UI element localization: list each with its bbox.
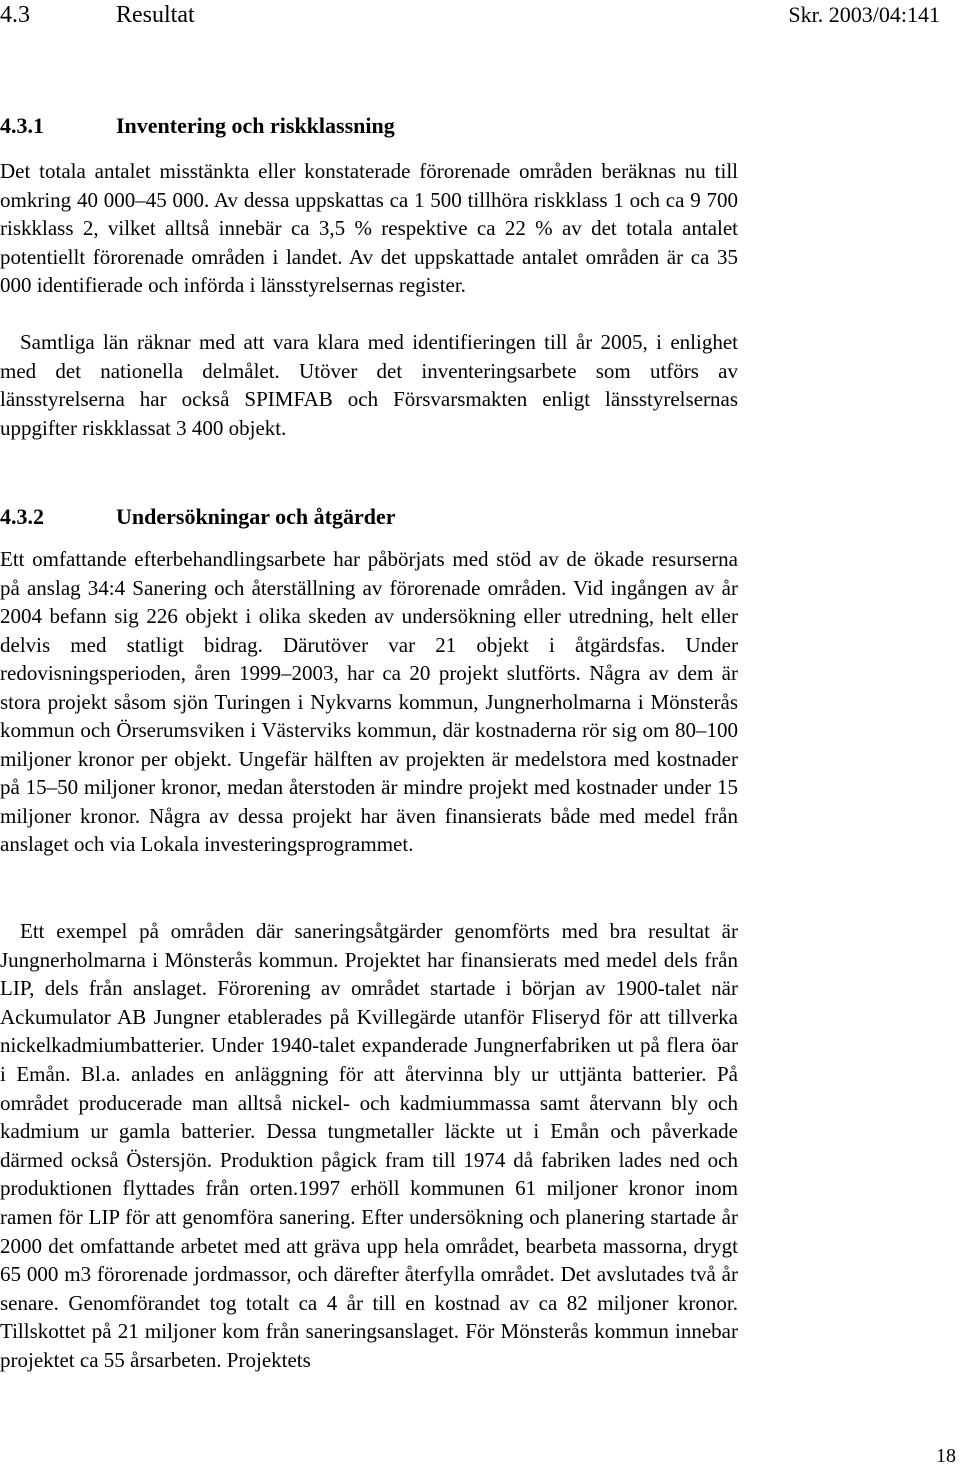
header-section-number: 4.3 — [0, 2, 30, 28]
running-header — [0, 0, 940, 32]
section-number: 4.3.1 — [0, 113, 44, 138]
body-paragraph: Det totala antalet misstänkta eller konstaterade förorenade områden beräknas nu till omkring 40 000–45 000. Av dessa uppskattas ca 1 500 tillhöra riskklass 1 och ca 9 700 riskklass 2, vilket alltså innebär ca 3,5 % respektive ca 22 % av det totala antalet potentiellt förorenade områden i landet. Av det uppskattade antalet områden är ca 35 000 identifierade och införda i länsstyrelsernas register. — [0, 159, 738, 297]
body-paragraph: Ett omfattande efterbehandlingsarbete har påbörjats med stöd av de ökade resurserna på anslag 34:4 Sanering och återställning av förorenade områden. Vid ingången av år 2004 befann sig 226 objekt i olika skeden av undersökning eller utredning, helt eller delvis med statligt bidrag. Därutöver var 21 objekt i åtgärdsfas. Under redovisningsperioden, åren 1999–2003, har ca 20 projekt slutförts. Några av dem är stora projekt såsom sjön Turingen i Nykvarns kommun, Jungnerholmarna i Mönsterås kommun och Örserumsviken i Västerviks kommun, där kostnaderna rör sig om 80–100 miljoner kronor per objekt. Ungefär hälften av projekten är medelstora med kostnader på 15–50 miljoner kronor, medan återstoden är mindre projekt med kostnader under 15 miljoner kronor. Några av dessa projekt har även finansierats både med medel från anslaget och via Lokala investeringsprogrammet. — [0, 547, 738, 857]
section-title: Inventering och riskklassning — [116, 113, 395, 138]
body-paragraph — [0, 328, 738, 442]
body-paragraph — [0, 917, 738, 1375]
header-document-reference: Skr. 2003/04:141 — [788, 2, 940, 27]
paragraph-text: Ett exempel på områden där saneringsåtgärder genomförts med bra resultat är Jungnerholmarna i Mönsterås kommun. Projektet har finansierats med medel dels från LIP, dels från anslaget. Förorening av området startade i början av 1900-talet när Ackumulator AB Jungner etablerades på Kvillegärde utanför Fliseryd för att tillverka nickelkadmiumbatterier. Under 1940-talet expanderade Jungnerfabriken ut på flera öar i Emån. Bl.a. anlades en anläggning för att återvinna bly ur uttjänta batterier. På området producerade man alltså nickel- och kadmiummassa samt återvann bly och kadmium ur gamla batterier. Dessa tungmetaller läckte ut i Emån och påverkade därmed också Östersjön. Produktion pågick fram till 1974 då fabriken lades ned och produktionen flyttades från orten.1997 erhöll kommunen 61 miljoner kronor inom ramen för LIP för att genomföra sanering. Efter undersökning och planering startade år 2000 det omfattande arbetet med att gräva upp hela området, bearbeta massorna, drygt 65 000 m3 förorenade jordmassor, och därefter återfylla området. Det avslutades två år senare. Genomförandet tog totalt ca 4 år till en kostnad av ca 82 miljoner kronor. Tillskottet på 21 miljoner kom från saneringsanslaget. För Mönsterås kommun innebar projektet ca 55 årsarbeten. Projektets — [0, 919, 738, 1372]
page-number: 18 — [936, 1445, 956, 1467]
section-title: Undersökningar och åtgärder — [116, 504, 396, 529]
section-number: 4.3.2 — [0, 504, 44, 529]
header-section-title: Resultat — [116, 2, 195, 28]
paragraph-text: Samtliga län räknar med att vara klara med identifieringen till år 2005, i enlighet med det nationella delmålet. Utöver det inventeringsarbete som utförs av länsstyrelserna har också SPIMFAB och Försvarsmakten enligt länsstyrelsernas uppgifter riskklassat 3 400 objekt. — [0, 330, 738, 440]
